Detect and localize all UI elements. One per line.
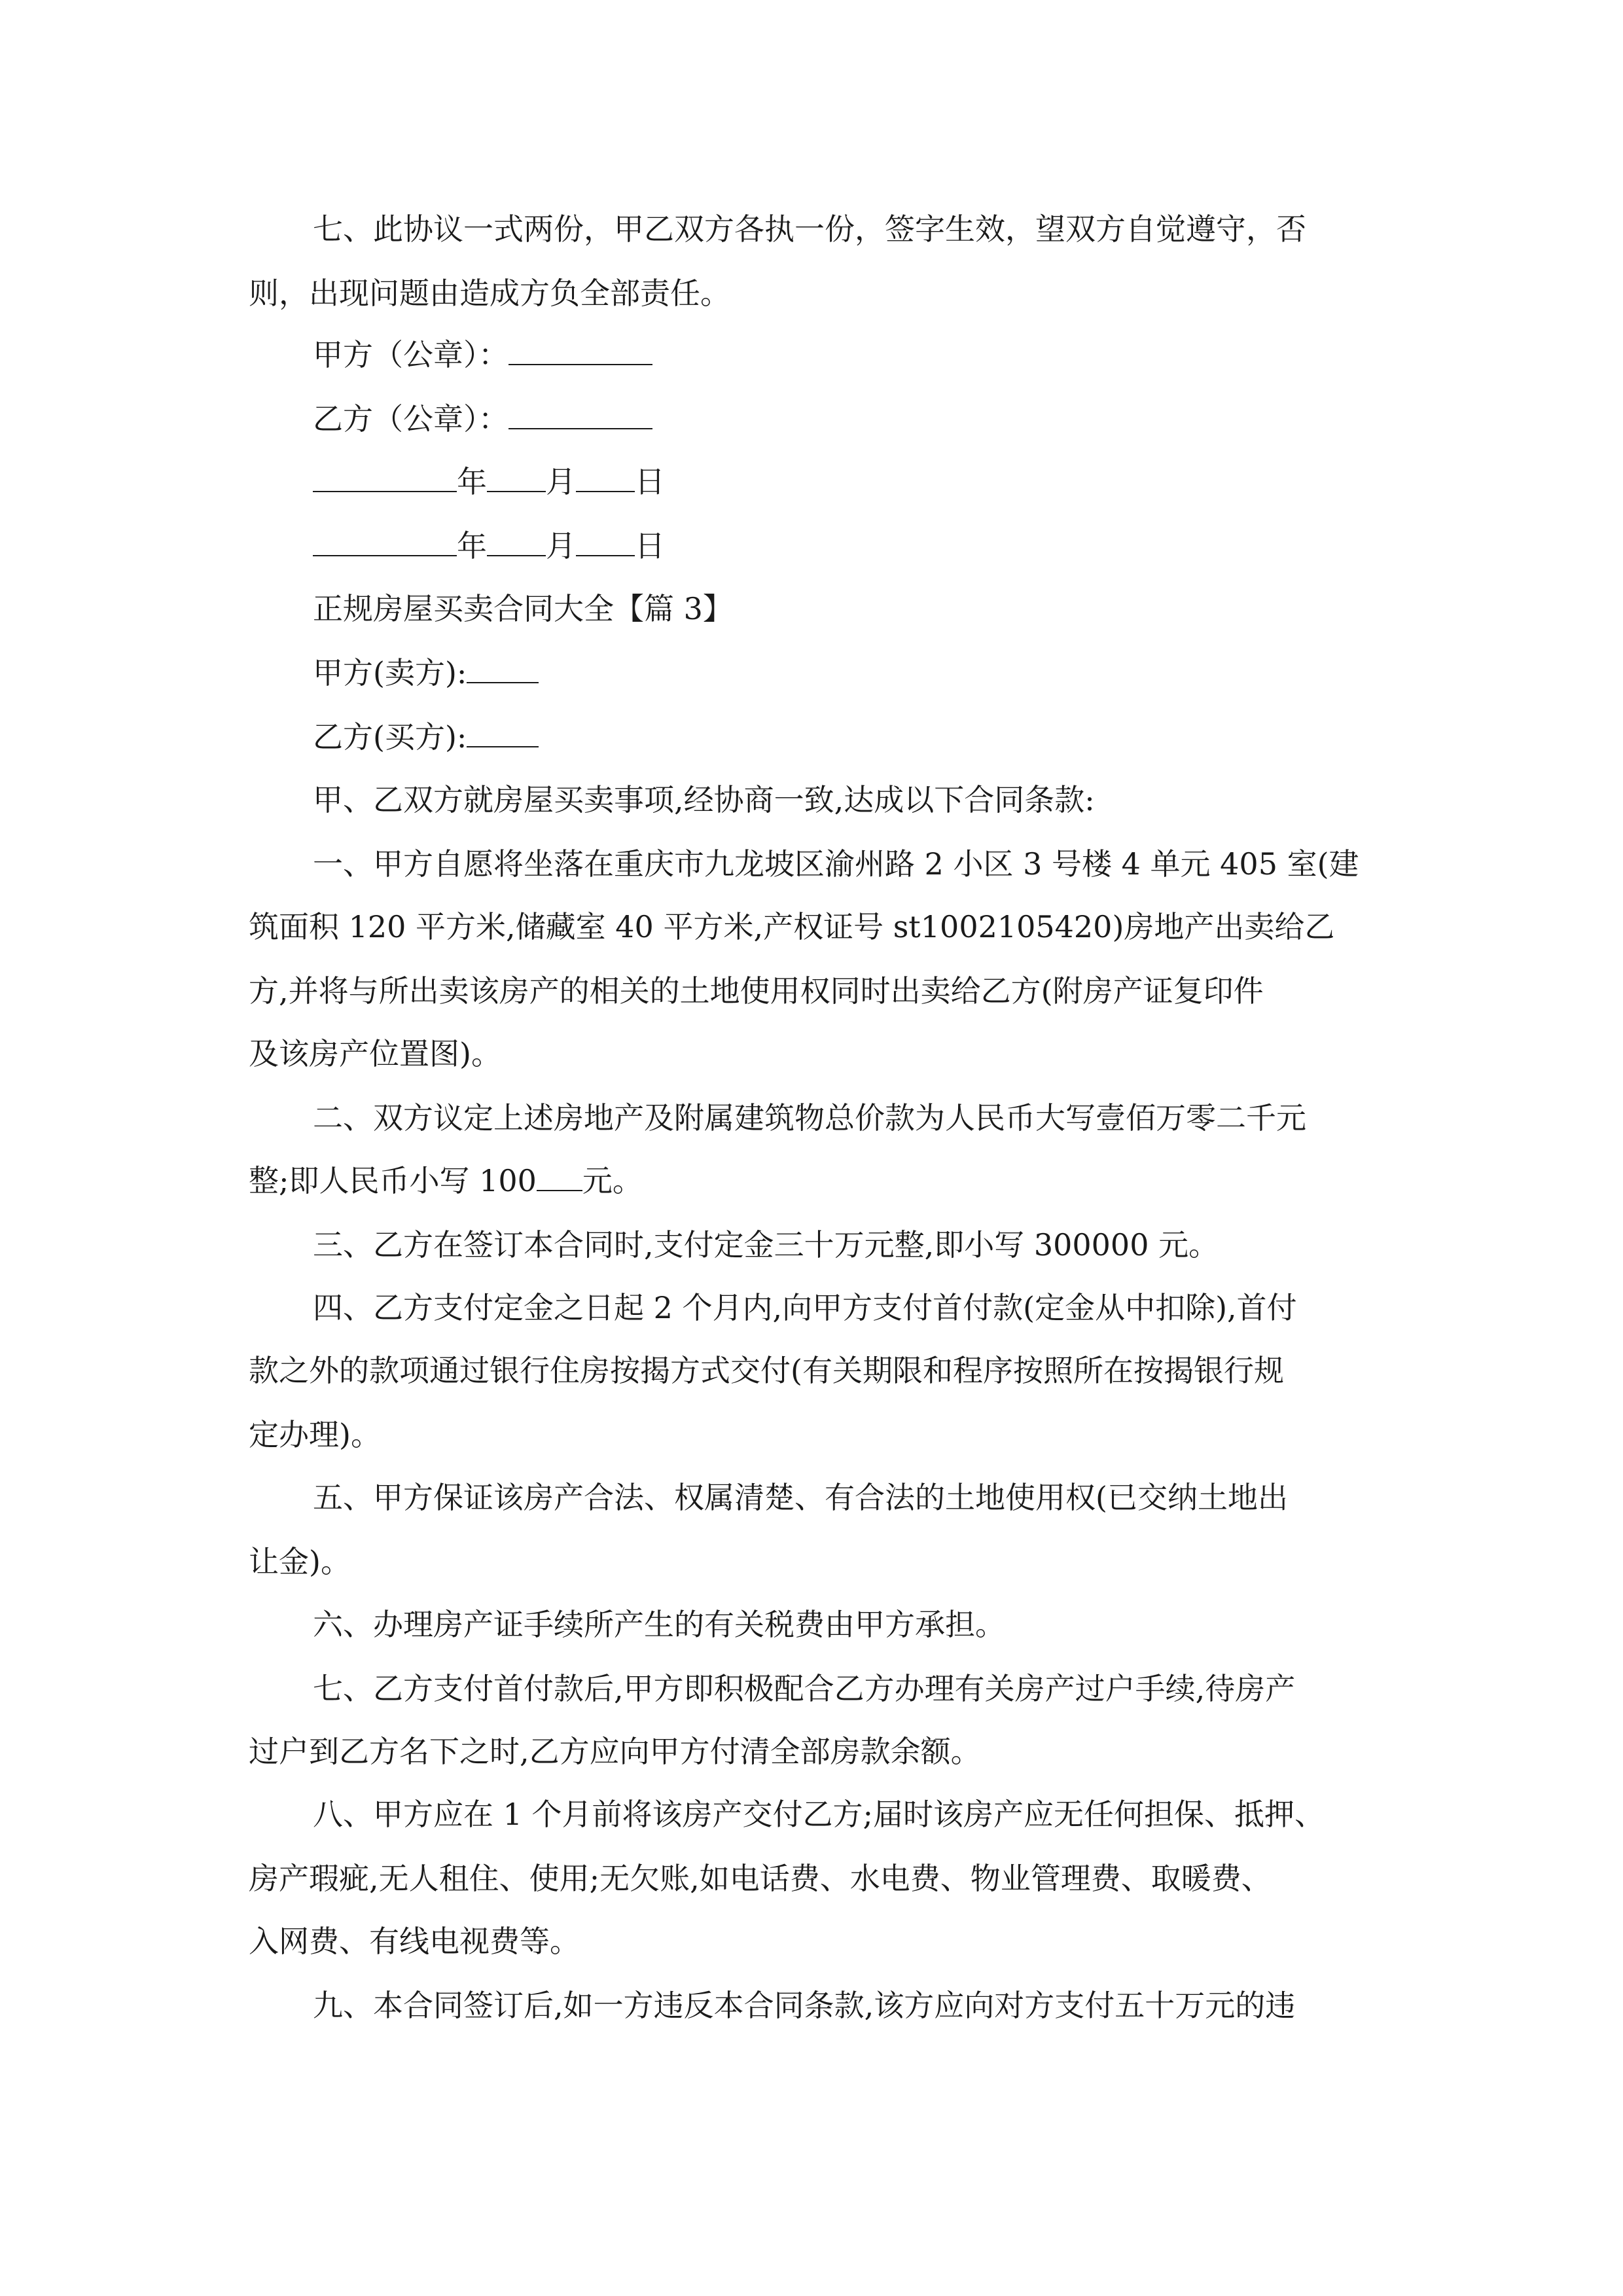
clause-7b-line-2: 过户到乙方名下之时,乙方应向甲方付清全部房款余额。 <box>249 1734 981 1769</box>
party-a-seal-label: 甲方（公章）： <box>313 337 508 372</box>
date-line-1 <box>313 461 1381 503</box>
month-label: 月 <box>546 464 576 499</box>
buyer-blank <box>467 716 539 747</box>
clause-6: 六、办理房产证手续所产生的有关税费由甲方承担。 <box>313 1607 1005 1642</box>
clause-2-amount-text: 整;即人民币小写 100 <box>249 1163 537 1198</box>
clause-1-line-3: 方,并将与所出卖该房产的相关的土地使用权同时出卖给乙方(附房产证复印件 <box>249 973 1264 1009</box>
day-blank <box>576 525 635 556</box>
clause-1-line-2: 筑面积 120 平方米,储藏室 40 平方米,产权证号 st1002105420)房地产出卖给乙 <box>249 909 1335 944</box>
buyer-line <box>313 716 1381 758</box>
clause-1-line-1: 一、甲方自愿将坐落在重庆市九龙坡区渝州路 2 小区 3 号楼 4 单元 405 室(建 <box>313 846 1359 882</box>
month-label: 月 <box>546 528 576 564</box>
contract-intro: 甲、乙双方就房屋买卖事项,经协商一致,达成以下合同条款: <box>313 782 1095 817</box>
clause-5-line-2: 让金)。 <box>249 1544 351 1579</box>
party-b-seal-label: 乙方（公章）： <box>313 401 508 437</box>
day-label: 日 <box>635 464 665 499</box>
day-blank <box>576 461 635 492</box>
seller-blank <box>467 652 539 683</box>
party-a-seal-blank <box>508 334 652 365</box>
clause-2-line-2 <box>249 1160 1381 1202</box>
year-label: 年 <box>457 464 487 499</box>
clause-8-line-2: 房产瑕疵,无人租住、使用;无欠账,如电话费、水电费、物业管理费、取暖费、 <box>249 1861 1272 1896</box>
clause-8-line-3: 入网费、有线电视费等。 <box>249 1924 580 1959</box>
month-blank <box>487 525 546 556</box>
clause-4-line-1: 四、乙方支付定金之日起 2 个月内,向甲方支付首付款(定金从中扣除),首付 <box>313 1290 1297 1325</box>
clause-3: 三、乙方在签订本合同时,支付定金三十万元整,即小写 300000 元。 <box>313 1227 1219 1263</box>
clause-7-line-2: 则，出现问题由造成方负全部责任。 <box>249 276 730 311</box>
year-label: 年 <box>457 528 487 564</box>
clause-8-line-1: 八、甲方应在 1 个月前将该房产交付乙方;届时该房产应无任何担保、抵押、 <box>313 1797 1325 1832</box>
seller-line <box>313 652 1381 694</box>
year-blank <box>313 461 457 492</box>
clause-1-line-4: 及该房产位置图)。 <box>249 1036 501 1071</box>
day-label: 日 <box>635 528 665 564</box>
year-blank <box>313 525 457 556</box>
clause-2-line-1: 二、双方议定上述房地产及附属建筑物总价款为人民币大写壹佰万零二千元 <box>313 1100 1306 1136</box>
section-3-title: 正规房屋买卖合同大全【篇 3】 <box>313 591 733 626</box>
party-a-seal-line <box>313 334 1381 376</box>
clause-5-line-1: 五、甲方保证该房产合法、权属清楚、有合法的土地使用权(已交纳土地出 <box>313 1480 1288 1515</box>
amount-blank <box>537 1160 582 1191</box>
buyer-label: 乙方(买方): <box>313 719 467 755</box>
clause-7b-line-1: 七、乙方支付首付款后,甲方即积极配合乙方办理有关房产过户手续,待房产 <box>313 1671 1296 1706</box>
clause-7-line-1: 七、此协议一式两份，甲乙双方各执一份，签字生效，望双方自觉遵守，否 <box>313 211 1306 247</box>
party-b-seal-blank <box>508 398 652 429</box>
clause-4-line-3: 定办理)。 <box>249 1417 381 1452</box>
clause-4-line-2: 款之外的款项通过银行住房按揭方式交付(有关期限和程序按照所在按揭银行规 <box>249 1353 1284 1388</box>
seller-label: 甲方(卖方): <box>313 655 467 691</box>
month-blank <box>487 461 546 492</box>
clause-9-line-1: 九、本合同签订后,如一方违反本合同条款,该方应向对方支付五十万元的违 <box>313 1988 1296 2023</box>
date-line-2 <box>313 525 1381 567</box>
party-b-seal-line <box>313 398 1381 440</box>
clause-2-unit: 元。 <box>582 1163 643 1198</box>
